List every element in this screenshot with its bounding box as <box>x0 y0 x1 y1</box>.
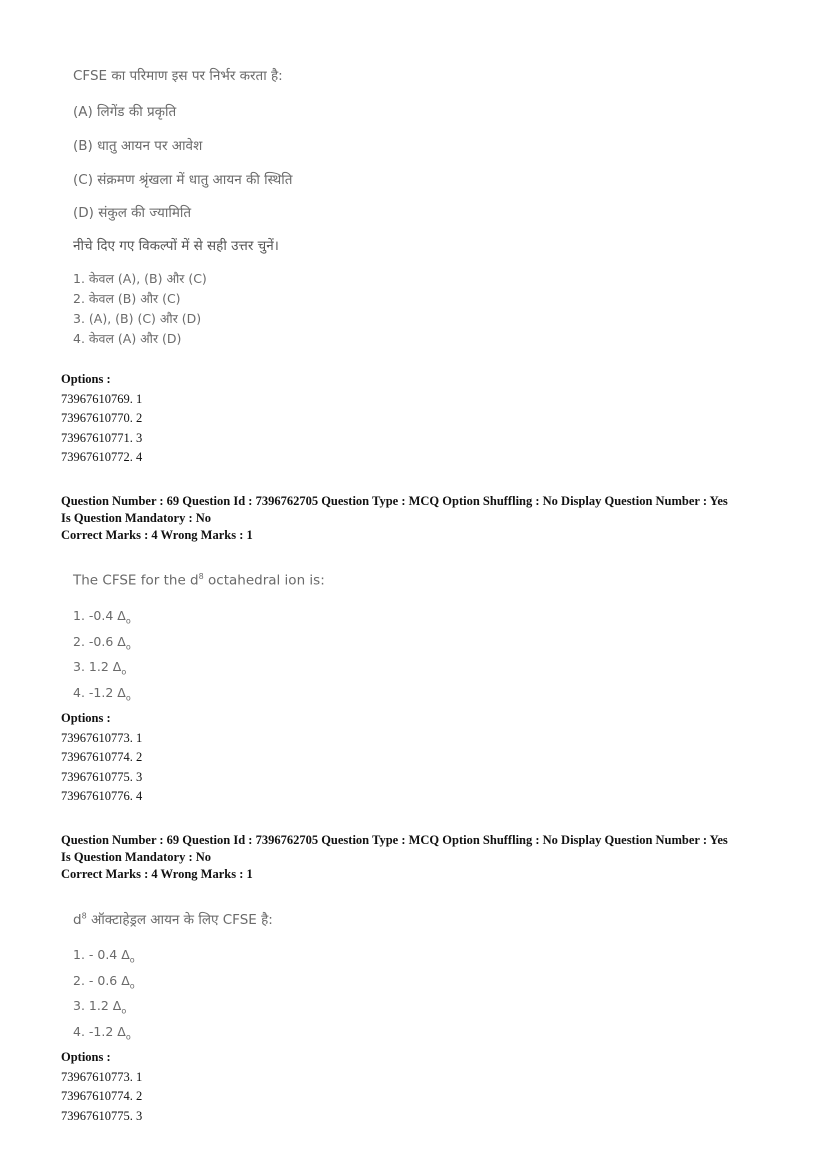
question-2-meta <box>61 493 728 544</box>
question-1-choice-4: 4. केवल (A) और (D) <box>73 331 182 346</box>
option-id-row: 73967610773. 1 <box>61 730 143 745</box>
question-1-choices <box>73 269 207 349</box>
question-2-options <box>61 709 142 807</box>
question-3-choice-3: 3. 1.2 $\Delta_o$ <box>73 998 127 1016</box>
question-3-stem-text: ऑक्टाहेड्रल आयन के लिए CFSE है: <box>86 912 273 928</box>
question-2-choices <box>73 606 131 708</box>
question-3-choice-1: 1. - 0.4 $\Delta_o$ <box>73 947 135 965</box>
option-id-row: 73967610769. 1 <box>61 391 143 406</box>
question-2-stem-text: The CFSE for the d <box>73 572 199 589</box>
question-2-stem-text: octahedral ion is: <box>203 572 325 589</box>
question-3-options <box>61 1048 142 1126</box>
question-2-choice-3: 3. 1.2 $\Delta_o$ <box>73 659 127 677</box>
option-id-row: 73967610771. 3 <box>61 430 143 445</box>
question-3-choices <box>73 945 135 1047</box>
question-1-item-b: (B) धातु आयन पर आवेश <box>73 138 203 154</box>
question-1-instruction: नीचे दिए गए विकल्पों में से सही उत्तर चुनें। <box>73 238 279 254</box>
question-2-stem <box>73 572 373 589</box>
question-3-meta <box>61 832 728 883</box>
options-label: Options : <box>61 711 111 725</box>
question-1-stem: CFSE का परिमाण इस पर निर्भर करता है: <box>73 68 283 84</box>
question-1-choice-2: 2. केवल (B) और (C) <box>73 291 181 306</box>
superscript: 8 <box>81 911 87 921</box>
question-2-choice-1: 1. -0.4 $\Delta_o$ <box>73 608 131 626</box>
question-mandatory-line: Is Question Mandatory : No <box>61 850 212 864</box>
option-id-row: 73967610770. 2 <box>61 411 143 425</box>
option-id-row: 73967610776. 4 <box>61 789 143 803</box>
question-3-stem <box>73 910 373 928</box>
question-1-item-c: (C) संक्रमण श्रृंखला में धातु आयन की स्थिति <box>73 172 293 188</box>
question-3-choice-2: 2. - 0.6 $\Delta_o$ <box>73 972 135 990</box>
question-3-stem-text: d <box>73 912 82 928</box>
question-3-choice-4: 4. -1.2 $\Delta_o$ <box>73 1023 131 1041</box>
option-id-row: 73967610772. 4 <box>61 450 143 464</box>
question-1-item-d: (D) संकुल की ज्यामिति <box>73 205 192 221</box>
options-label: Options : <box>61 372 111 386</box>
option-id-row: 73967610775. 3 <box>61 769 143 784</box>
question-2-choice-4: 4. -1.2 $\Delta_o$ <box>73 684 131 702</box>
question-1-options <box>61 370 142 468</box>
question-3-image <box>73 910 373 1041</box>
question-meta-line: Question Number : 69 Question Id : 7396762705 Question Type : MCQ Option Shuffling : No Display Question Number : Yes <box>61 833 728 847</box>
question-2-image <box>73 572 373 702</box>
option-id-row: 73967610774. 2 <box>61 750 143 764</box>
question-marks-line: Correct Marks : 4 Wrong Marks : 1 <box>61 867 253 881</box>
option-id-row: 73967610774. 2 <box>61 1089 143 1103</box>
question-marks-line: Correct Marks : 4 Wrong Marks : 1 <box>61 528 253 542</box>
question-mandatory-line: Is Question Mandatory : No <box>61 511 212 525</box>
option-id-row: 73967610773. 1 <box>61 1069 143 1084</box>
question-2-choice-2: 2. -0.6 $\Delta_o$ <box>73 633 131 651</box>
options-label: Options : <box>61 1050 111 1064</box>
question-1-item-a: (A) लिगेंड की प्रकृति <box>73 104 177 120</box>
question-1-choice-3: 3. (A), (B) (C) और (D) <box>73 311 202 326</box>
question-1-choice-1: 1. केवल (A), (B) और (C) <box>73 271 207 286</box>
question-meta-line: Question Number : 69 Question Id : 7396762705 Question Type : MCQ Option Shuffling : No Display Question Number : Yes <box>61 494 728 508</box>
superscript: 8 <box>198 572 204 581</box>
option-id-row: 73967610775. 3 <box>61 1108 143 1123</box>
